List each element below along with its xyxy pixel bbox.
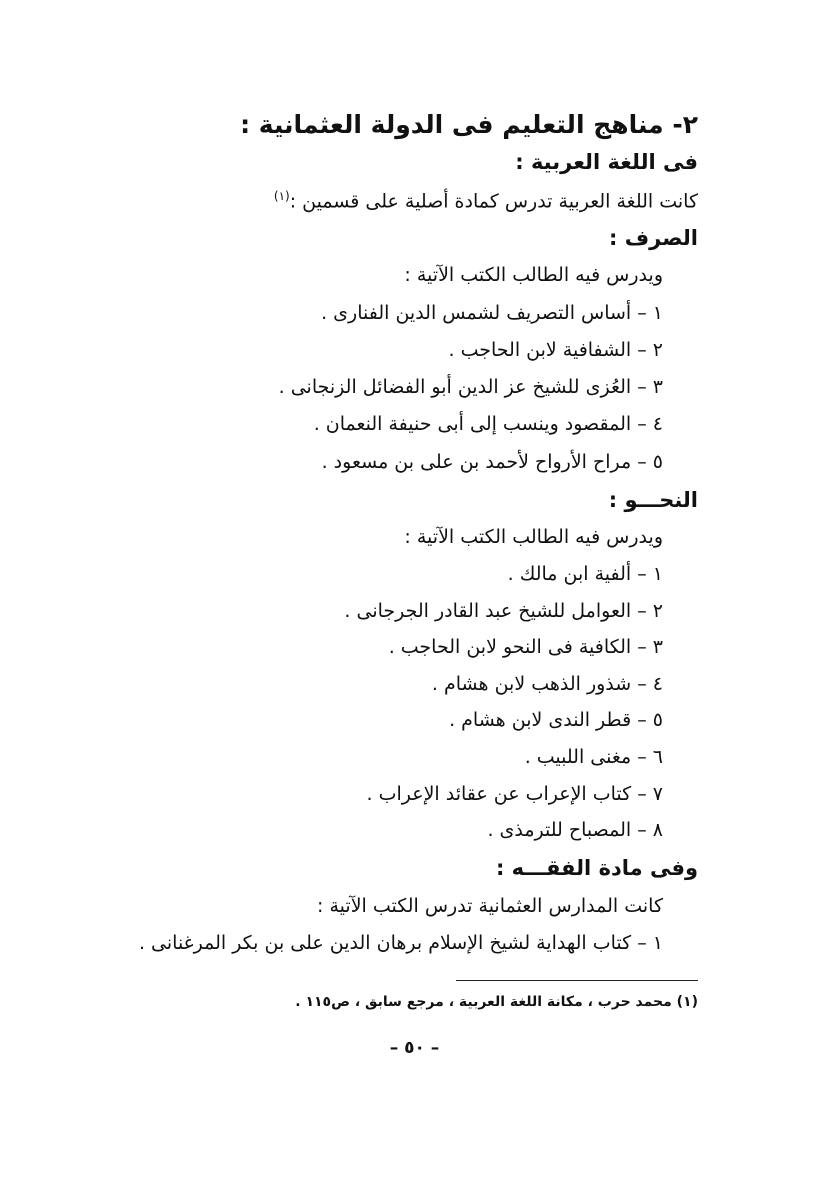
list-item: ٣ – العُزى للشيخ عز الدين أبو الفضائل الزنجانى . bbox=[278, 376, 663, 398]
arabic-heading: فى اللغة العربية : bbox=[515, 150, 698, 174]
list-item: ١ – أساس التصريف لشمس الدين الفنارى . bbox=[321, 302, 663, 324]
list-item: ٥ – مراح الأرواح لأحمد بن على بن مسعود . bbox=[321, 451, 663, 473]
list-item: ٨ – المصباح للترمذى . bbox=[487, 819, 663, 841]
fiqh-intro: كانت المدارس العثمانية تدرس الكتب الآتية : bbox=[317, 895, 663, 917]
arabic-intro-text: كانت اللغة العربية تدرس كمادة أصلية على قسمين : bbox=[289, 190, 698, 213]
footnote-divider bbox=[456, 980, 698, 981]
section-title: ٢- مناهج التعليم فى الدولة العثمانية : bbox=[240, 110, 698, 139]
nahw-intro: ويدرس فيه الطالب الكتب الآتية : bbox=[404, 526, 663, 548]
page-number: – ٥٠ – bbox=[389, 1038, 440, 1058]
list-item: ٦ – مغنى اللبيب . bbox=[524, 746, 663, 768]
sarf-intro: ويدرس فيه الطالب الكتب الآتية : bbox=[404, 264, 663, 286]
list-item: ٢ – العوامل للشيخ عبد القادر الجرجانى . bbox=[344, 600, 663, 622]
list-item: ١ – ألفية ابن مالك . bbox=[507, 563, 663, 585]
list-item: ٤ – شذور الذهب لابن هشام . bbox=[431, 673, 663, 695]
list-item: ٧ – كتاب الإعراب عن عقائد الإعراب . bbox=[366, 783, 663, 805]
arabic-intro bbox=[274, 190, 698, 211]
footnote-reference: (١) bbox=[273, 189, 290, 203]
list-item: ٣ – الكافية فى النحو لابن الحاجب . bbox=[388, 636, 663, 658]
nahw-heading: النحـــو : bbox=[608, 488, 698, 512]
list-item: ٢ – الشفافية لابن الحاجب . bbox=[448, 339, 663, 361]
list-item: ١ – كتاب الهداية لشيخ الإسلام برهان الدين على بن بكر المرغنانى . bbox=[138, 932, 663, 954]
list-item: ٥ – قطر الندى لابن هشام . bbox=[449, 709, 663, 731]
fiqh-heading: وفى مادة الفقـــه : bbox=[495, 856, 698, 880]
sarf-heading: الصرف : bbox=[609, 226, 698, 250]
footnote: (١) محمد حرب ، مكانة اللغة العربية ، مرجع سابق ، ص١١٥ . bbox=[295, 994, 698, 1010]
list-item: ٤ – المقصود وينسب إلى أبى حنيفة النعمان . bbox=[313, 413, 663, 435]
